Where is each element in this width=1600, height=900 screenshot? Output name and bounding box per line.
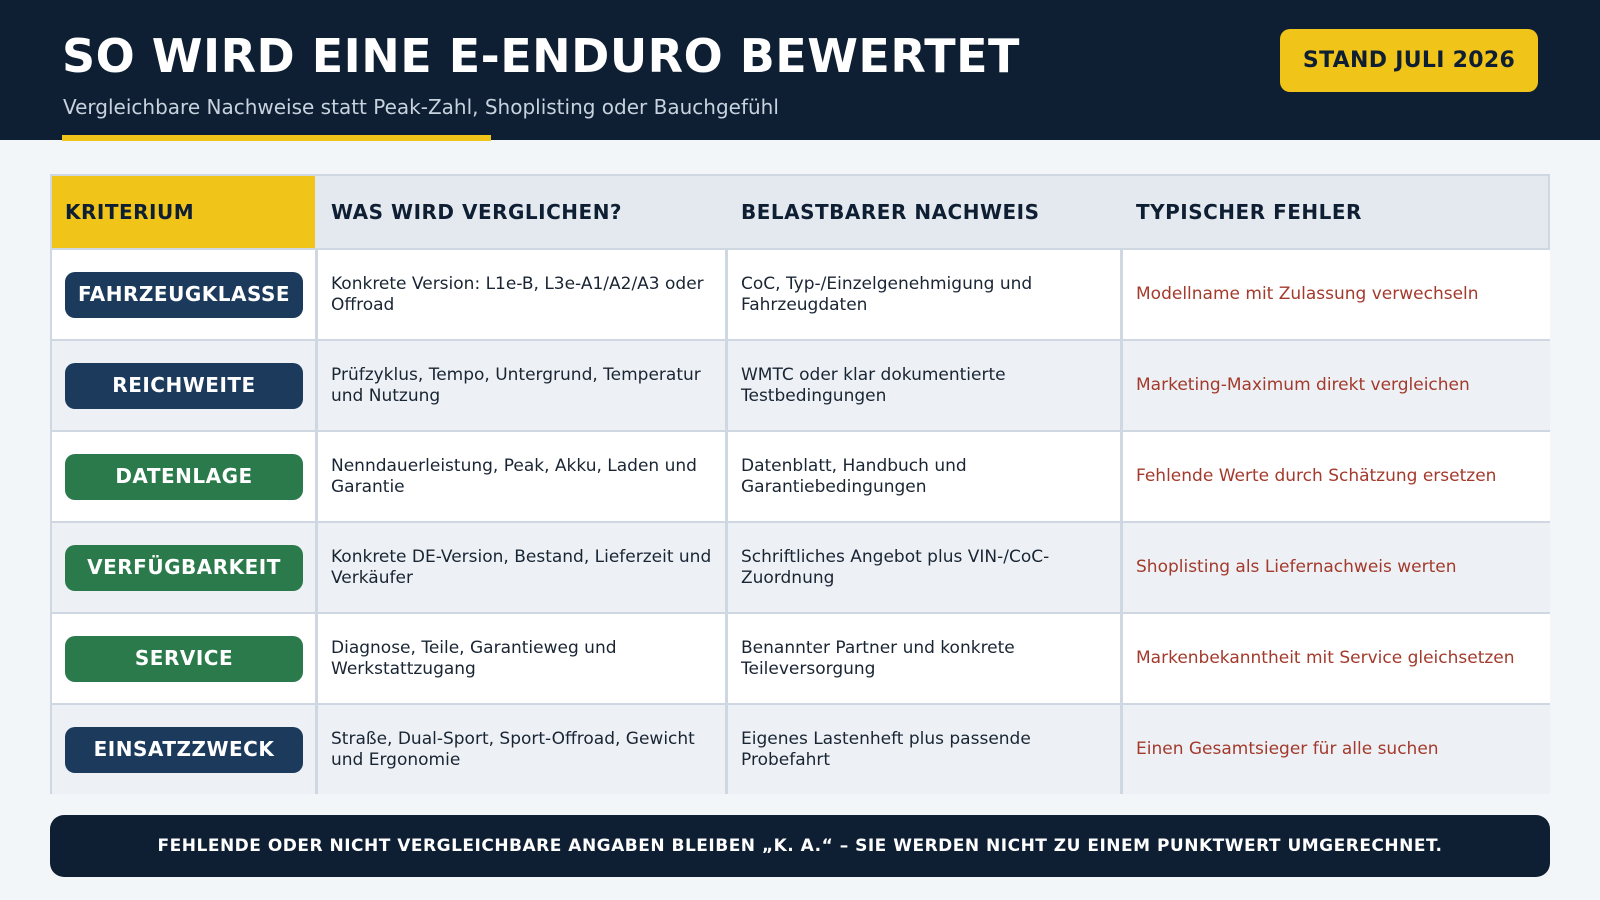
criterion-pill: SERVICE — [65, 636, 303, 682]
header-proof: BELASTBARER NACHWEIS — [741, 200, 1040, 224]
table-row — [52, 341, 1548, 430]
proof-cell: WMTC oder klar dokumentierte Testbedingungen — [728, 341, 1120, 430]
date-badge: STAND JULI 2026 — [1280, 29, 1538, 92]
table-row — [52, 705, 1548, 794]
table-row — [52, 250, 1548, 339]
criterion-cell — [52, 432, 315, 521]
compared-cell: Diagnose, Teile, Garantieweg und Werkstattzugang — [318, 614, 725, 703]
criteria-table — [50, 174, 1550, 794]
page-title: SO WIRD EINE E-ENDURO BEWERTET — [62, 29, 1020, 83]
header-bar — [0, 0, 1600, 140]
criterion-cell — [52, 523, 315, 612]
mistake-cell: Fehlende Werte durch Schätzung ersetzen — [1123, 432, 1550, 521]
mistake-cell: Marketing-Maximum direkt vergleichen — [1123, 341, 1550, 430]
criterion-cell — [52, 705, 315, 794]
compared-cell: Straße, Dual-Sport, Sport-Offroad, Gewicht und Ergonomie — [318, 705, 725, 794]
criterion-cell — [52, 341, 315, 430]
proof-cell: Eigenes Lastenheft plus passende Probefahrt — [728, 705, 1120, 794]
compared-cell: Konkrete Version: L1e-B, L3e-A1/A2/A3 oder Offroad — [318, 250, 725, 339]
header-compared: WAS WIRD VERGLICHEN? — [331, 200, 623, 224]
header-mistake: TYPISCHER FEHLER — [1136, 200, 1362, 224]
proof-cell: Schriftliches Angebot plus VIN-/CoC-Zuordnung — [728, 523, 1120, 612]
header-kriterium: KRITERIUM — [52, 176, 315, 248]
mistake-cell: Shoplisting als Liefernachweis werten — [1123, 523, 1550, 612]
criterion-pill: REICHWEITE — [65, 363, 303, 409]
criterion-pill: VERFÜGBARKEIT — [65, 545, 303, 591]
proof-cell: Benannter Partner und konkrete Teileversorgung — [728, 614, 1120, 703]
compared-cell: Konkrete DE-Version, Bestand, Lieferzeit und Verkäufer — [318, 523, 725, 612]
criterion-pill: FAHRZEUGKLASSE — [65, 272, 303, 318]
compared-cell: Prüfzyklus, Tempo, Untergrund, Temperatur und Nutzung — [318, 341, 725, 430]
criterion-pill: EINSATZZWECK — [65, 727, 303, 773]
mistake-cell: Einen Gesamtsieger für alle suchen — [1123, 705, 1550, 794]
footer-note: FEHLENDE ODER NICHT VERGLEICHBARE ANGABEN BLEIBEN „K. A.“ – SIE WERDEN NICHT ZU EINEM PUNKTWERT UMGERECHNET. — [50, 815, 1550, 877]
table-row — [52, 523, 1548, 612]
proof-cell: Datenblatt, Handbuch und Garantiebedingungen — [728, 432, 1120, 521]
table-header — [52, 176, 1548, 248]
table-row — [52, 614, 1548, 703]
compared-cell: Nenndauerleistung, Peak, Akku, Laden und Garantie — [318, 432, 725, 521]
criterion-pill: DATENLAGE — [65, 454, 303, 500]
title-accent-line — [62, 135, 491, 141]
table-row — [52, 432, 1548, 521]
criterion-cell — [52, 614, 315, 703]
mistake-cell: Modellname mit Zulassung verwechseln — [1123, 250, 1550, 339]
mistake-cell: Markenbekanntheit mit Service gleichsetzen — [1123, 614, 1550, 703]
proof-cell: CoC, Typ-/Einzelgenehmigung und Fahrzeugdaten — [728, 250, 1120, 339]
page-subtitle: Vergleichbare Nachweise statt Peak-Zahl, Shoplisting oder Bauchgefühl — [63, 95, 779, 119]
criterion-cell — [52, 250, 315, 339]
